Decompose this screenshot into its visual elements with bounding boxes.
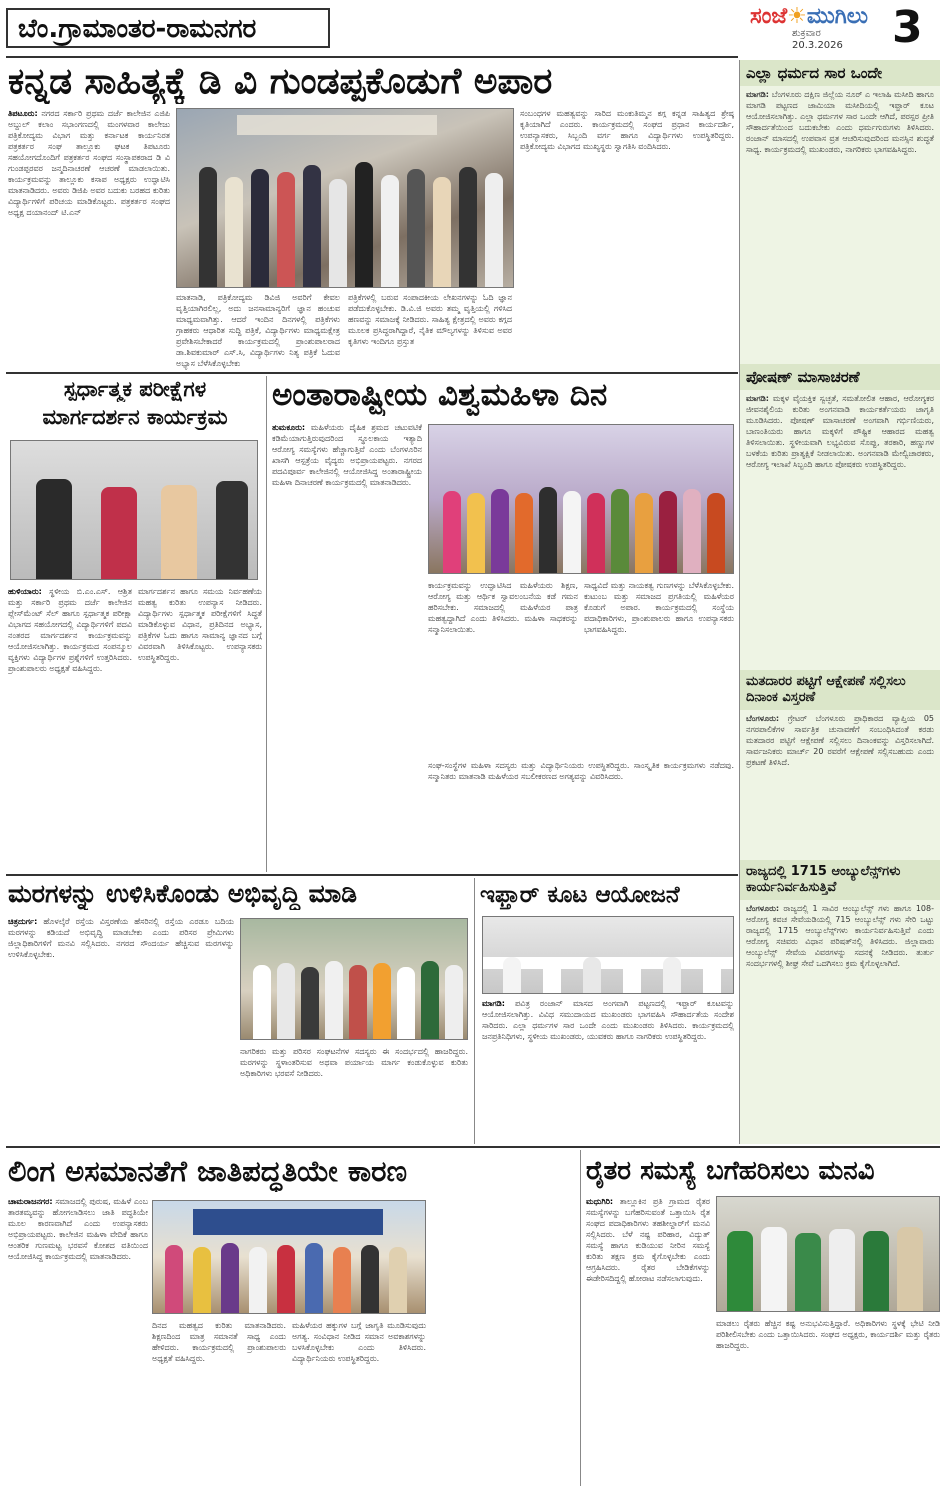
- headline-story2-line1: ಸ್ಪರ್ಧಾತ್ಮಕ ಪರೀಕ್ಷೆಗಳ: [63, 377, 207, 401]
- story7-col1: [586, 1196, 710, 1486]
- sidebar-body-1: [740, 86, 940, 364]
- story5-col1: [482, 998, 734, 1144]
- story2-col1: [8, 586, 132, 872]
- dateline: ಮಾಗಡಿ:: [746, 394, 769, 403]
- sidebar: [740, 60, 940, 1144]
- dateline: ಬೆಂಗಳೂರು:: [746, 904, 780, 913]
- headline-story4: ಮರಗಳನ್ನು ಉಳಿಸಿಕೊಂಡು ಅಭಿವೃದ್ಧಿ ಮಾಡಿ: [8, 879, 358, 908]
- story6-text1: ಸಮಾಜದಲ್ಲಿ ಪುರುಷ, ಮಹಿಳೆ ಎಂಬ ತಾರತಮ್ಯವನ್ನು ಹೋಗಲಾಡಿಸಲು ಜಾತಿ ಪದ್ಧತಿಯೇ ಮೂಲ ಕಾರಣವಾಗಿದೆ ಎಂದು ಉಪನ್ಯಾಸಕರು ಅಭಿಪ್ರಾಯಪಟ್ಟರು. ಕಾಲೇಜಿನ ಮಹಿಳಾ ವೇದಿಕೆ ಹಾಗೂ ಆಂತರಿಕ ಗುಣಮಟ್ಟ ಭರವಸೆ ಕೋಶದ ವತಿಯಿಂದ ಆಯೋಜಿಸಿದ್ದ ಕಾರ್ಯಕ್ರಮದಲ್ಲಿ ಮಾತನಾಡಿದರು.: [8, 1197, 148, 1261]
- dateline: ಬೆಂಗಳೂರು:: [746, 714, 780, 723]
- story2-col2: ಮಾರ್ಗದರ್ಶನ ಹಾಗೂ ಸಮಯ ನಿರ್ವಹಣೆಯ ಮಹತ್ವ ಕುರಿತು ಉಪನ್ಯಾಸ ನೀಡಿದರು. ವಿದ್ಯಾರ್ಥಿಗಳು ಸ್ಪರ್ಧಾತ್ಮಕ ಪರೀಕ್ಷೆಗಳಿಗೆ ಸಿದ್ಧತೆ ಮಾಡಿಕೊಳ್ಳುವ ವಿಧಾನ, ಪ್ರತಿದಿನದ ಅಭ್ಯಾಸ, ಪತ್ರಿಕೆಗಳ ಓದು ಹಾಗೂ ಸಾಮಾನ್ಯ ಜ್ಞಾನದ ಬಗ್ಗೆ ವಿವರವಾಗಿ ತಿಳಿಸಿಕೊಟ್ಟರು. ಉಪನ್ಯಾಸಕರು ಉಪಸ್ಥಿತರಿದ್ದರು.: [138, 587, 262, 662]
- story7-col2: ಮಾಡಲು ರೈತರು ಹೆಚ್ಚಿನ ಕಷ್ಟ ಅನುಭವಿಸುತ್ತಿದ್ದಾರೆ. ಅಧಿಕಾರಿಗಳು ಸ್ಥಳಕ್ಕೆ ಭೇಟಿ ನೀಡಿ ಪರಿಶೀಲಿಸಬೇಕು ಎಂದು ಒತ್ತಾಯಿಸಿದರು. ಸಂಘದ ಅಧ್ಯಕ್ಷರು, ಕಾರ್ಯದರ್ಶಿ ಮತ್ತು ರೈತರು ಹಾಜರಿದ್ದರು.: [716, 1319, 940, 1350]
- story3-col2: ಕಾರ್ಯಕ್ರಮವನ್ನು ಉದ್ಘಾಟಿಸಿದ ಮಹಿಳೆಯರು ಶಿಕ್ಷಣ, ಆರೋಗ್ಯ ಮತ್ತು ಆರ್ಥಿಕ ಸ್ವಾವಲಂಬನೆಯ ಕಡೆ ಗಮನ ಹರಿಸಬೇಕು. ಸಮಾಜದಲ್ಲಿ ಮಹಿಳೆಯರ ಪಾತ್ರ ಮಹತ್ವದ್ದಾಗಿದೆ ಎಂದು ತಿಳಿಸಿದರು. ಮಹಿಳಾ ಸಾಧಕರನ್ನು ಸನ್ಮಾನಿಸಲಾಯಿತು.: [428, 581, 578, 634]
- story4-text1: ಹೊಳಲ್ಕೆರೆ ರಸ್ತೆಯ ವಿಸ್ತರಣೆಯ ಹೆಸರಿನಲ್ಲಿ ರಸ್ತೆಯ ಎರಡೂ ಬದಿಯ ಮರಗಳನ್ನು ಕಡಿಯದೆ ಅಭಿವೃದ್ಧಿ ಮಾಡಬೇಕು ಎಂದು ಪರಿಸರ ಪ್ರೇಮಿಗಳು ಜಿಲ್ಲಾಧಿಕಾರಿಗಳಿಗೆ ಮನವಿ ಸಲ್ಲಿಸಿದರು. ನಗರದ ಸೌಂದರ್ಯ ಹೆಚ್ಚಿಸುವ ಮರಗಳನ್ನು ಉಳಿಸಿಕೊಳ್ಳಬೇಕು.: [8, 917, 234, 959]
- headline-story2-line2: ಮಾರ್ಗದರ್ಶನ ಕಾರ್ಯಕ್ರಮ: [42, 405, 228, 429]
- story1-text1: ನಗರದ ಸರ್ಕಾರಿ ಪ್ರಥಮ ದರ್ಜೆ ಕಾಲೇಜಿನ ಎಜಿಪಿ ಅಬ್ದುಲ್ ಕಲಾಂ ಸಭಾಂಗಣದಲ್ಲಿ ಮಂಗಳವಾರ ಕಾಲೇಜು ಪತ್ರಿಕೋದ್ಯಮ ವಿಭಾಗ ಮತ್ತು ಕರ್ನಾಟಕ ಕಾರ್ಯನಿರತ ಪತ್ರಕರ್ತರ ಸಂಘ ತಾಲ್ಲೂಕು ಘಟಕ ತಿಪಟೂರು ಸಹಯೋಗದೊಂದಿಗೆ ಪತ್ರಕರ್ತರ ಸಂಘದ ಸಂಸ್ಥಾಪಕರಾದ ಡಿ ವಿ ಗುಂಡಪ್ಪರವರ ಜನ್ಮದಿನಾಚರಣೆ ಆಚರಣೆ ಮಾಡಲಾಯಿತು. ಕಾರ್ಯಕ್ರಮವನ್ನು ತಾಲ್ಲೂಕು ಕಸಾಪ ಅಧ್ಯಕ್ಷರು ಉದ್ಘಾಟಿಸಿ ಮಾತನಾಡಿದರು. ಅವರು ಡಿಜಿಪಿ ಅವರ ಬದುಕು ಬರಹದ ಕುರಿತು ವಿದ್ಯಾರ್ಥಿಗಳಿಗೆ ಪರಿಚಯ ಮಾಡಿಕೊಟ್ಟರು. ಪತ್ರಕರ್ತರ ಸಂಘದ ಅಧ್ಯಕ್ಷ ದಯಾನಂದ್ ಟಿ.ಎನ್: [8, 109, 170, 217]
- sidebar-body-3: [740, 710, 940, 860]
- sidebar-text-2: ಮಕ್ಕಳ ವೈಯಕ್ತಿಕ ಸ್ವಚ್ಛತೆ, ಸಮತೋಲಿತ ಆಹಾರ, ಆರೋಗ್ಯಕರ ಜೀವನಶೈಲಿಯ ಕುರಿತು ಅಂಗನವಾಡಿ ಕಾರ್ಯಕರ್ತೆಯರು ಜಾಗೃತಿ ಮೂಡಿಸಿದರು. ಪೋಷಣ್ ಮಾಸಾಚರಣೆ ಅಂಗವಾಗಿ ಗರ್ಭಿಣಿಯರು, ಬಾಣಂತಿಯರು ಹಾಗೂ ಮಕ್ಕಳಿಗೆ ಪೌಷ್ಟಿಕ ಆಹಾರದ ಮಹತ್ವ ತಿಳಿಸಲಾಯಿತು. ಸ್ಥಳೀಯವಾಗಿ ಲಭ್ಯವಿರುವ ಸೊಪ್ಪು, ತರಕಾರಿ, ಹಣ್ಣುಗಳ ಬಳಕೆಯ ಕುರಿತು ಪ್ರಾತ್ಯಕ್ಷಿಕೆ ನೀಡಲಾಯಿತು. ಅಂಗನವಾಡಿ ಮೇಲ್ವಿಚಾರಕರು, ಆರೋಗ್ಯ ಇಲಾಖೆ ಸಿಬ್ಬಂದಿ ಹಾಗೂ ಪೋಷಕರು ಉಪಸ್ಥಿತರಿದ್ದರು.: [746, 394, 934, 469]
- dateline: ತಿಪಟೂರು:: [8, 109, 38, 118]
- logo-right: ಮುಗಿಲು: [806, 4, 869, 29]
- sidebar-text-4: ರಾಜ್ಯದಲ್ಲಿ 1 ಸಾವಿರ ಆಂಬ್ಯುಲೆನ್ಸ್ ಗಳು ಹಾಗೂ 108-ಆರೋಗ್ಯ ಕವಚ ಸೇವೆಯಡಿಯಲ್ಲಿ 715 ಆಂಬ್ಯುಲೆನ್ಸ್ ಗಳು ಸೇರಿ ಒಟ್ಟು ರಾಜ್ಯದಲ್ಲಿ 1715 ಆಂಬ್ಯುಲೆನ್ಸ್‌ಗಳು ಕಾರ್ಯನಿರ್ವಹಿಸುತ್ತಿವೆ ಎಂದು ಆರೋಗ್ಯ ಸಚಿವರು ವಿಧಾನ ಪರಿಷತ್‌ನಲ್ಲಿ ತಿಳಿಸಿದರು. ಜಿಲ್ಲಾವಾರು ಆಂಬ್ಯುಲೆನ್ಸ್ ಸೇವೆಯ ವಿವರಗಳನ್ನು ಸದನಕ್ಕೆ ನೀಡಿದರು. ತುರ್ತು ಸಂದರ್ಭಗಳಲ್ಲಿ ಶೀಘ್ರ ಸೇವೆ ಒದಗಿಸಲು ಕ್ರಮ ಕೈಗೊಳ್ಳಲಾಗಿದೆ.: [746, 904, 935, 968]
- story2-photo: [10, 440, 258, 580]
- dateline: ಮಧುಗಿರಿ:: [586, 1197, 614, 1206]
- story6-col2: ದಿನದ ಮಹತ್ವದ ಕುರಿತು ಮಾತನಾಡಿದರು. ಶಿಕ್ಷಣದಿಂದ ಮಾತ್ರ ಸಮಾನತೆ ಸಾಧ್ಯ ಎಂದು ಹೇಳಿದರು. ಕಾರ್ಯಕ್ರಮದಲ್ಲಿ ಪ್ರಾಂಶುಪಾಲರು ಅಧ್ಯಕ್ಷತೆ ವಹಿಸಿದ್ದರು.: [152, 1321, 286, 1363]
- masthead-day: ಶುಕ್ರವಾರ: [792, 28, 821, 39]
- headline-story5: ಇಫ್ತಾರ್ ಕೂಟ ಆಯೋಜನೆ: [480, 882, 680, 908]
- story3-col3: ಸಾಧ್ಯವಿದೆ ಮತ್ತು ನಾಯಕತ್ವ ಗುಣಗಳನ್ನು ಬೆಳೆಸಿಕೊಳ್ಳಬೇಕು. ಕುಟುಂಬ ಮತ್ತು ಸಮಾಜದ ಪ್ರಗತಿಯಲ್ಲಿ ಮಹಿಳೆಯರ ಕೊಡುಗೆ ಅಪಾರ. ಕಾರ್ಯಕ್ರಮದಲ್ಲಿ ಸಂಸ್ಥೆಯ ಪದಾಧಿಕಾರಿಗಳು, ಪ್ರಾಂಶುಪಾಲರು ಹಾಗೂ ಉಪನ್ಯಾಸಕರು ಭಾಗವಹಿಸಿದ್ದರು.: [584, 581, 734, 634]
- story4-col2: ನಾಗರಿಕರು ಮತ್ತು ಪರಿಸರ ಸಂಘಟನೆಗಳ ಸದಸ್ಯರು ಈ ಸಂದರ್ಭದಲ್ಲಿ ಹಾಜರಿದ್ದರು. ಮರಗಳನ್ನು ಸ್ಥಳಾಂತರಿಸುವ ಅಥವಾ ಪರ್ಯಾಯ ಮಾರ್ಗ ಕಂಡುಕೊಳ್ಳುವ ಕುರಿತು ಅಧಿಕಾರಿಗಳು ಭರವಸೆ ನೀಡಿದರು.: [240, 1047, 468, 1078]
- story6-col3: ಮಹಿಳೆಯರ ಹಕ್ಕುಗಳ ಬಗ್ಗೆ ಜಾಗೃತಿ ಮೂಡಿಸುವುದು ಅಗತ್ಯ. ಸಂವಿಧಾನ ನೀಡಿದ ಸಮಾನ ಅವಕಾಶಗಳನ್ನು ಬಳಸಿಕೊಳ್ಳಬೇಕು ಎಂದು ತಿಳಿಸಿದರು. ವಿದ್ಯಾರ್ಥಿನಿಯರು ಉಪಸ್ಥಿತರಿದ್ದರು.: [292, 1321, 426, 1363]
- page-number: 3: [892, 2, 923, 53]
- logo-left: ಸಂಜೆ: [750, 4, 788, 29]
- divider: [6, 874, 738, 876]
- dateline: ಹುಳಿಯಾರು:: [8, 587, 42, 596]
- story3-photo: [428, 424, 734, 574]
- story6-col1: [8, 1196, 148, 1486]
- sidebar-text-1: ಬೆಂಗಳೂರು ದಕ್ಷಿಣ ಜಿಲ್ಲೆಯ ನೂರ್ ಎ ಇಲಾಹಿ ಮಸೀದಿ ಹಾಗೂ ಮಾಗಡಿ ಪಟ್ಟಣದ ಜಾಮಿಯಾ ಮಸೀದಿಯಲ್ಲಿ ಇಫ್ತಾರ್ ಕೂಟ ಆಯೋಜಿಸಲಾಗಿತ್ತು. ಎಲ್ಲಾ ಧರ್ಮಗಳ ಸಾರ ಒಂದೇ ಆಗಿದೆ, ಪರಸ್ಪರ ಪ್ರೀತಿ ಸೌಹಾರ್ದತೆಯಿಂದ ಬದುಕಬೇಕು ಎಂದು ಧರ್ಮಗುರುಗಳು ತಿಳಿಸಿದರು. ರಂಜಾನ್ ಮಾಸದಲ್ಲಿ ಉಪವಾಸ ವ್ರತ ಆಚರಿಸುವುದರಿಂದ ಮನಸ್ಸಿನ ಶುದ್ಧತೆ ಸಾಧ್ಯ. ಕಾರ್ಯಕ್ರಮದಲ್ಲಿ ಮುಖಂಡರು, ನಾಗರಿಕರು ಭಾಗವಹಿಸಿದ್ದರು.: [746, 90, 935, 154]
- story1-photo: [176, 108, 514, 288]
- story4-photo: [240, 918, 468, 1040]
- story3-col1: [272, 422, 422, 872]
- divider: [580, 1150, 581, 1486]
- sidebar-head-2: ಪೋಷಣ್ ಮಾಸಾಚರಣೆ: [740, 364, 940, 390]
- headline-story3: ಅಂತಾರಾಷ್ಟ್ರೀಯ ವಿಶ್ವಮಹಿಳಾ ದಿನ: [272, 377, 608, 413]
- headline-story6: ಲಿಂಗ ಅಸಮಾನತೆಗೆ ಜಾತಿಪದ್ಧತಿಯೇ ಕಾರಣ: [8, 1154, 408, 1188]
- headline-story1: ಕನ್ನಡ ಸಾಹಿತ್ಯಕ್ಕೆ ಡಿ ವಿ ಗುಂಡಪ್ಪಕೊಡುಗೆ ಅಪಾರ: [8, 61, 553, 102]
- dateline: ಮಾಗಡಿ:: [746, 90, 769, 99]
- story4-col1: [8, 916, 234, 1144]
- dateline: ಚಿತ್ರದುರ್ಗ:: [8, 917, 38, 926]
- section-tag: ಬೆಂ.ಗ್ರಾಮಾಂತರ-ರಾಮನಗರ: [6, 8, 330, 48]
- sidebar-head-4: ರಾಜ್ಯದಲ್ಲಿ 1715 ಆಂಬ್ಯುಲೆನ್ಸ್‌ಗಳು ಕಾರ್ಯನಿರ್ವಹಿಸುತ್ತಿವೆ: [740, 860, 940, 900]
- masthead-date: 20.3.2026: [792, 40, 843, 51]
- story2-text1: ಸ್ಥಳೀಯ ಬಿ.ಎಂ.ಎಸ್. ಆಶ್ರಿತ ಮತ್ತು ಸರ್ಕಾರಿ ಪ್ರಥಮ ದರ್ಜೆ ಕಾಲೇಜಿನ ಪ್ಲೇಸ್‌ಮೆಂಟ್ ಸೆಲ್ ಹಾಗೂ ಸ್ಪರ್ಧಾತ್ಮಕ ಪರೀಕ್ಷಾ ವಿಭಾಗದ ಸಹಯೋಗದಲ್ಲಿ ವಿದ್ಯಾರ್ಥಿಗಳಿಗೆ ಪದವಿ ನಂತರದ ಮಾರ್ಗದರ್ಶನ ಕಾರ್ಯಕ್ರಮವನ್ನು ಆಯೋಜಿಸಲಾಗಿತ್ತು. ಕಾರ್ಯಕ್ರಮದ ಸಂಪನ್ಮೂಲ ವ್ಯಕ್ತಿಗಳು ವಿದ್ಯಾರ್ಥಿಗಳ ಪ್ರಶ್ನೆಗಳಿಗೆ ಉತ್ತರಿಸಿದರು. ಪ್ರಾಂಶುಪಾಲರು ಅಧ್ಯಕ್ಷತೆ ವಹಿಸಿದ್ದರು.: [8, 587, 132, 673]
- divider: [266, 376, 267, 872]
- story1-col3: ಪತ್ರಿಕೆಗಳಲ್ಲಿ ಬರುವ ಸಂಪಾದಕೀಯ ಲೇಖನಗಳನ್ನು ಓದಿ ಜ್ಞಾನ ಪಡೆದುಕೊಳ್ಳಬೇಕು. ಡಿ.ವಿ.ಜಿ ಅವರು ತಮ್ಮ ವೃತ್ತಿಯಲ್ಲಿ ಗಳಿಸಿದ ಹಣವನ್ನು ಸಮಾಜಕ್ಕೆ ನೀಡಿದರು. ಸಾಹಿತ್ಯ ಕ್ಷೇತ್ರದಲ್ಲಿ ಅವರು ಕಗ್ಗದ ಮೂಲಕ ಪ್ರಸಿದ್ಧರಾಗಿದ್ದಾರೆ, ನೈತಿಕ ಮೌಲ್ಯಗಳನ್ನು ತಿಳಿಸುವ ಅವರ ಕೃತಿಗಳು ಇಂದಿಗೂ ಪ್ರಸ್ತುತ: [348, 293, 512, 346]
- story3-text1: ಮಹಿಳೆಯರು ದೈಹಿಕ ಶ್ರಮದ ಚಟುವಟಿಕೆ ಕಡಿಮೆಯಾಗುತ್ತಿರುವುದರಿಂದ ಸ್ಥೂಲಕಾಯ ಇತ್ಯಾದಿ ಆರೋಗ್ಯ ಸಮಸ್ಯೆಗಳು ಹೆಚ್ಚಾಗುತ್ತಿವೆ ಎಂದು ಬೆಂಗಳೂರಿನ ಖಾಸಗಿ ಆಸ್ಪತ್ರೆಯ ವೈದ್ಯರು ಅಭಿಪ್ರಾಯಪಟ್ಟರು. ನಗರದ ಪದವಿಪೂರ್ವ ಕಾಲೇಜಿನಲ್ಲಿ ಆಯೋಜಿಸಿದ್ದ ಅಂತಾರಾಷ್ಟ್ರೀಯ ಮಹಿಳಾ ದಿನಾಚರಣೆ ಕಾರ್ಯಕ್ರಮದಲ್ಲಿ ಮಾತನಾಡಿದರು.: [272, 423, 422, 487]
- headline-story7: ರೈತರ ಸಮಸ್ಯೆ ಬಗೆಹರಿಸಲು ಮನವಿ: [586, 1156, 875, 1186]
- story1-col4: ಸಂಬಂಧಗಳ ಮಹತ್ವವನ್ನು ಸಾರಿದ ಮಂಕುತಿಮ್ಮನ ಕಗ್ಗ ಕನ್ನಡ ಸಾಹಿತ್ಯದ ಶ್ರೇಷ್ಠ ಕೃತಿಯಾಗಿದೆ ಎಂದರು. ಕಾರ್ಯಕ್ರಮದಲ್ಲಿ ಸಂಘದ ಪ್ರಧಾನ ಕಾರ್ಯದರ್ಶಿ, ಉಪನ್ಯಾಸಕರು, ಸಿಬ್ಬಂದಿ ವರ್ಗ ಹಾಗೂ ವಿದ್ಯಾರ್ಥಿಗಳು ಉಪಸ್ಥಿತರಿದ್ದರು. ಪತ್ರಿಕೋದ್ಯಮ ವಿಭಾಗದ ಮುಖ್ಯಸ್ಥರು ಸ್ವಾಗತಿಸಿ ವಂದಿಸಿದರು.: [520, 109, 734, 151]
- story6-photo: [152, 1200, 426, 1314]
- divider: [474, 878, 475, 1144]
- sidebar-body-4: [740, 900, 940, 1150]
- divider: [6, 56, 738, 58]
- sidebar-head-1: ಎಲ್ಲಾ ಧರ್ಮದ ಸಾರ ಒಂದೇ: [740, 60, 940, 86]
- sidebar-body-2: [740, 390, 940, 670]
- story3-col4: ಸಂಘ-ಸಂಸ್ಥೆಗಳ ಮಹಿಳಾ ಸದಸ್ಯರು ಮತ್ತು ವಿದ್ಯಾರ್ಥಿನಿಯರು ಉಪಸ್ಥಿತರಿದ್ದರು. ಸಾಂಸ್ಕೃತಿಕ ಕಾರ್ಯಕ್ರಮಗಳು ನಡೆದವು. ಸನ್ಮಾನಿತರು ಮಾತನಾಡಿ ಮಹಿಳೆಯರ ಸಬಲೀಕರಣದ ಅಗತ್ಯವನ್ನು ವಿವರಿಸಿದರು.: [428, 761, 734, 781]
- sidebar-head-3: ಮತದಾರರ ಪಟ್ಟಿಗೆ ಆಕ್ಷೇಪಣೆ ಸಲ್ಲಿಸಲು ದಿನಾಂಕ ವಿಸ್ತರಣೆ: [740, 670, 940, 710]
- dateline: ಮಾಗಡಿ:: [482, 999, 505, 1008]
- story1-col2: ಮಾತನಾಡಿ, ಪತ್ರಿಕೋದ್ಯಮ ಡಿವಿಜಿ ಅವರಿಗೆ ಕೇವಲ ವೃತ್ತಿಯಾಗಿರಲಿಲ್ಲ, ಅದು ಜನಸಾಮಾನ್ಯರಿಗೆ ಜ್ಞಾನ ಹಂಚುವ ಮಾಧ್ಯಮವಾಗಿತ್ತು. ಆದರೆ ಇಂದಿನ ದಿನಗಳಲ್ಲಿ ಪತ್ರಿಕೆಗಳು ಗ್ರಾಹಕರು ಆಧಾರಿತ ಸುದ್ದಿ ಪತ್ರಿಕೆ, ವಿದ್ಯಾರ್ಥಿಗಳು ಮಾಧ್ಯಮಕ್ಷೇತ್ರ ಪ್ರವೇಶಿಸಬೇಕಾದರೆ ಕಾರ್ಯಕ್ರಮದಲ್ಲಿ ಪ್ರಾಂಶುಪಾಲರಾದ ಡಾ.ಶಿವಕುಮಾರ್ ಎಸ್.ಸಿ, ವಿದ್ಯಾರ್ಥಿಗಳು ನಿತ್ಯ ಪತ್ರಿಕೆ ಓದುವ ಅಭ್ಯಾಸ ಬೆಳೆಸಿಕೊಳ್ಳಬೇಕು: [176, 293, 340, 368]
- dateline: ತುಮಕೂರು:: [272, 423, 306, 432]
- sun-icon: ☀: [787, 4, 807, 29]
- story1-col1: [8, 108, 170, 370]
- story5-text1: ಪವಿತ್ರ ರಂಜಾನ್ ಮಾಸದ ಅಂಗವಾಗಿ ಪಟ್ಟಣದಲ್ಲಿ ಇಫ್ತಾರ್ ಕೂಟವನ್ನು ಆಯೋಜಿಸಲಾಗಿತ್ತು. ವಿವಿಧ ಸಮುದಾಯದ ಮುಖಂಡರು ಭಾಗವಹಿಸಿ ಸೌಹಾರ್ದತೆಯ ಸಂದೇಶ ಸಾರಿದರು. ಎಲ್ಲಾ ಧರ್ಮಗಳ ಸಾರ ಒಂದೇ ಎಂದು ಮುಖಂಡರು ತಿಳಿಸಿದರು. ಕಾರ್ಯಕ್ರಮದಲ್ಲಿ ಜನಪ್ರತಿನಿಧಿಗಳು, ಸ್ಥಳೀಯ ಮುಖಂಡರು, ಯುವಕರು ಹಾಗೂ ನಾಗರಿಕರು ಉಪಸ್ಥಿತರಿದ್ದರು.: [482, 999, 734, 1041]
- story7-photo: [716, 1196, 940, 1312]
- story7-text1: ತಾಲ್ಲೂಕಿನ ಪ್ರತಿ ಗ್ರಾಮದ ರೈತರ ಸಮಸ್ಯೆಗಳನ್ನು ಬಗೆಹರಿಸುವಂತೆ ಒತ್ತಾಯಿಸಿ ರೈತ ಸಂಘದ ಪದಾಧಿಕಾರಿಗಳು ತಹಶೀಲ್ದಾರ್‌ಗೆ ಮನವಿ ಸಲ್ಲಿಸಿದರು. ಬೆಳೆ ನಷ್ಟ ಪರಿಹಾರ, ವಿದ್ಯುತ್ ಸಮಸ್ಯೆ ಹಾಗೂ ಕುಡಿಯುವ ನೀರಿನ ಸಮಸ್ಯೆ ಕುರಿತು ತಕ್ಷಣ ಕ್ರಮ ಕೈಗೊಳ್ಳಬೇಕು ಎಂದು ಆಗ್ರಹಿಸಿದರು. ರೈತರ ಬೇಡಿಕೆಗಳನ್ನು ಈಡೇರಿಸದಿದ್ದಲ್ಲಿ ಹೋರಾಟ ನಡೆಸಲಾಗುವುದು.: [586, 1197, 710, 1283]
- sidebar-text-3: ಗ್ರೇಟರ್ ಬೆಂಗಳೂರು ಪ್ರಾಧಿಕಾರದ ವ್ಯಾಪ್ತಿಯ 05 ನಗರಪಾಲಿಕೆಗಳ ಸಾರ್ವತ್ರಿಕ ಚುನಾವಣೆಗೆ ಸಂಬಂಧಿಸಿದಂತೆ ಕರಡು ಮತದಾರರ ಪಟ್ಟಿಗೆ ಆಕ್ಷೇಪಣೆ ಸಲ್ಲಿಸಲು ದಿನಾಂಕವನ್ನು ವಿಸ್ತರಿಸಲಾಗಿದೆ. ಸಾರ್ವಜನಿಕರು ಮಾರ್ಚ್ 20 ರವರೆಗೆ ಆಕ್ಷೇಪಣೆ ಸಲ್ಲಿಸಬಹುದು ಎಂದು ಪ್ರಕಟಣೆ ತಿಳಿಸಿದೆ.: [746, 714, 934, 767]
- story5-photo: [482, 916, 734, 994]
- dateline: ಚಾಮರಾಜನಗರ:: [8, 1197, 53, 1206]
